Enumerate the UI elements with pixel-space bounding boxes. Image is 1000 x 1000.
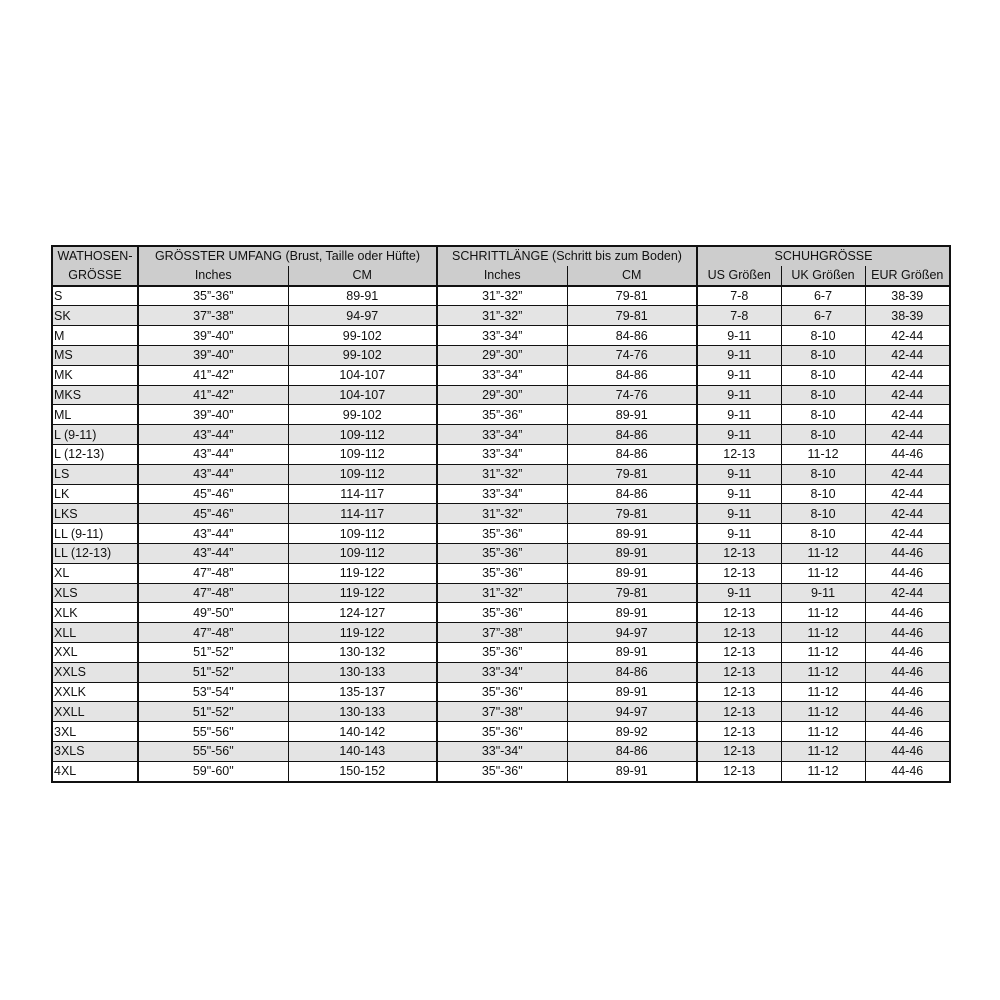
size-cell: XXLK (52, 682, 138, 702)
inseam-inches-cell: 33"-34" (437, 741, 567, 761)
inseam-inches-cell: 33"-34" (437, 662, 567, 682)
uk-size-cell: 11-12 (781, 662, 865, 682)
girth-cm-cell: 104-107 (288, 385, 437, 405)
uk-size-cell: 8-10 (781, 345, 865, 365)
girth-cm-cell: 99-102 (288, 345, 437, 365)
inseam-cm-cell: 84-86 (567, 662, 697, 682)
table-row (52, 365, 950, 385)
girth-cm-cell: 130-133 (288, 702, 437, 722)
inseam-cm-cell: 84-86 (567, 326, 697, 346)
girth-cm-cell: 109-112 (288, 464, 437, 484)
size-cell: XXL (52, 642, 138, 662)
us-size-cell: 12-13 (697, 623, 781, 643)
table-row (52, 306, 950, 326)
uk-size-cell: 8-10 (781, 365, 865, 385)
inseam-cm-cell: 94-97 (567, 623, 697, 643)
inseam-cm-cell: 79-81 (567, 504, 697, 524)
girth-cm-cell: 99-102 (288, 326, 437, 346)
table-row (52, 425, 950, 445)
inseam-cm-cell: 89-91 (567, 761, 697, 781)
eur-size-cell: 42-44 (865, 385, 950, 405)
girth-cm-cell: 114-117 (288, 484, 437, 504)
girth-cm-cell: 124-127 (288, 603, 437, 623)
girth-cm-cell: 119-122 (288, 563, 437, 583)
header-girth: GRÖSSTER UMFANG (Brust, Taille oder Hüfte) (138, 246, 437, 266)
girth-cm-cell: 109-112 (288, 444, 437, 464)
inseam-cm-cell: 74-76 (567, 345, 697, 365)
inseam-cm-cell: 89-91 (567, 603, 697, 623)
girth-cm-cell: 130-133 (288, 662, 437, 682)
size-cell: 4XL (52, 761, 138, 781)
table-row (52, 464, 950, 484)
us-size-cell: 12-13 (697, 741, 781, 761)
girth-cm-cell: 99-102 (288, 405, 437, 425)
eur-size-cell: 44-46 (865, 722, 950, 742)
us-size-cell: 9-11 (697, 504, 781, 524)
inseam-inches-cell: 37"-38" (437, 702, 567, 722)
girth-cm-cell: 109-112 (288, 425, 437, 445)
table-row (52, 603, 950, 623)
girth-inches-cell: 47”-48” (138, 563, 288, 583)
us-size-cell: 12-13 (697, 603, 781, 623)
inseam-inches-cell: 33”-34” (437, 326, 567, 346)
us-size-cell: 7-8 (697, 286, 781, 306)
header-girth-cm: CM (288, 266, 437, 286)
us-size-cell: 7-8 (697, 306, 781, 326)
size-cell: 3XL (52, 722, 138, 742)
inseam-inches-cell: 31”-32” (437, 306, 567, 326)
header-girth-inches: Inches (138, 266, 288, 286)
us-size-cell: 9-11 (697, 326, 781, 346)
uk-size-cell: 8-10 (781, 326, 865, 346)
uk-size-cell: 11-12 (781, 642, 865, 662)
uk-size-cell: 11-12 (781, 444, 865, 464)
inseam-inches-cell: 29”-30” (437, 345, 567, 365)
table-row (52, 345, 950, 365)
girth-cm-cell: 89-91 (288, 286, 437, 306)
eur-size-cell: 42-44 (865, 484, 950, 504)
table-row (52, 623, 950, 643)
size-cell: LL (12-13) (52, 543, 138, 563)
inseam-inches-cell: 31”-32” (437, 583, 567, 603)
girth-inches-cell: 43”-44” (138, 425, 288, 445)
size-cell: S (52, 286, 138, 306)
inseam-inches-cell: 35”-36” (437, 563, 567, 583)
uk-size-cell: 8-10 (781, 524, 865, 544)
inseam-inches-cell: 29”-30” (437, 385, 567, 405)
uk-size-cell: 11-12 (781, 761, 865, 781)
header-inseam-inches: Inches (437, 266, 567, 286)
inseam-inches-cell: 33”-34” (437, 365, 567, 385)
table-row (52, 563, 950, 583)
eur-size-cell: 44-46 (865, 761, 950, 781)
girth-inches-cell: 43”-44” (138, 464, 288, 484)
girth-inches-cell: 47”-48” (138, 583, 288, 603)
eur-size-cell: 42-44 (865, 345, 950, 365)
inseam-cm-cell: 89-91 (567, 642, 697, 662)
header-us-size: US Größen (697, 266, 781, 286)
table-row (52, 385, 950, 405)
inseam-inches-cell: 31”-32” (437, 286, 567, 306)
eur-size-cell: 44-46 (865, 702, 950, 722)
uk-size-cell: 11-12 (781, 702, 865, 722)
table-row (52, 662, 950, 682)
inseam-cm-cell: 79-81 (567, 464, 697, 484)
us-size-cell: 12-13 (697, 642, 781, 662)
eur-size-cell: 44-46 (865, 741, 950, 761)
table-row (52, 326, 950, 346)
table-row (52, 405, 950, 425)
table-row (52, 642, 950, 662)
girth-inches-cell: 55"-56" (138, 722, 288, 742)
inseam-cm-cell: 89-92 (567, 722, 697, 742)
eur-size-cell: 44-46 (865, 662, 950, 682)
header-shoe-size: SCHUHGRÖSSE (697, 246, 950, 266)
inseam-cm-cell: 84-86 (567, 365, 697, 385)
us-size-cell: 12-13 (697, 662, 781, 682)
inseam-inches-cell: 35”-36” (437, 524, 567, 544)
us-size-cell: 12-13 (697, 702, 781, 722)
uk-size-cell: 11-12 (781, 563, 865, 583)
girth-inches-cell: 47”-48” (138, 623, 288, 643)
inseam-inches-cell: 35"-36" (437, 682, 567, 702)
girth-cm-cell: 119-122 (288, 623, 437, 643)
us-size-cell: 9-11 (697, 405, 781, 425)
inseam-cm-cell: 89-91 (567, 682, 697, 702)
inseam-cm-cell: 89-91 (567, 524, 697, 544)
girth-cm-cell: 114-117 (288, 504, 437, 524)
uk-size-cell: 6-7 (781, 286, 865, 306)
uk-size-cell: 8-10 (781, 504, 865, 524)
header-eur-size: EUR Größen (865, 266, 950, 286)
girth-inches-cell: 39”-40” (138, 345, 288, 365)
size-cell: SK (52, 306, 138, 326)
inseam-inches-cell: 35”-36” (437, 603, 567, 623)
inseam-inches-cell: 33”-34” (437, 444, 567, 464)
table-row (52, 524, 950, 544)
header-inseam: SCHRITTLÄNGE (Schritt bis zum Boden) (437, 246, 697, 266)
girth-cm-cell: 109-112 (288, 543, 437, 563)
girth-inches-cell: 41”-42” (138, 365, 288, 385)
uk-size-cell: 11-12 (781, 603, 865, 623)
us-size-cell: 9-11 (697, 385, 781, 405)
us-size-cell: 9-11 (697, 484, 781, 504)
size-chart (51, 245, 949, 783)
size-cell: LS (52, 464, 138, 484)
eur-size-cell: 42-44 (865, 425, 950, 445)
uk-size-cell: 9-11 (781, 583, 865, 603)
table-row (52, 286, 950, 306)
eur-size-cell: 42-44 (865, 504, 950, 524)
uk-size-cell: 11-12 (781, 623, 865, 643)
size-chart-table (51, 245, 951, 783)
size-cell: L (12-13) (52, 444, 138, 464)
inseam-cm-cell: 89-91 (567, 405, 697, 425)
girth-inches-cell: 53"-54" (138, 682, 288, 702)
size-cell: LL (9-11) (52, 524, 138, 544)
size-cell: MKS (52, 385, 138, 405)
table-header (52, 246, 950, 286)
eur-size-cell: 42-44 (865, 524, 950, 544)
header-size-line2: GRÖSSE (52, 266, 138, 286)
uk-size-cell: 8-10 (781, 385, 865, 405)
girth-inches-cell: 51"-52" (138, 662, 288, 682)
girth-inches-cell: 55"-56" (138, 741, 288, 761)
eur-size-cell: 42-44 (865, 326, 950, 346)
eur-size-cell: 44-46 (865, 682, 950, 702)
inseam-inches-cell: 35”-36” (437, 642, 567, 662)
inseam-inches-cell: 33”-34” (437, 484, 567, 504)
girth-inches-cell: 51"-52" (138, 702, 288, 722)
header-uk-size: UK Größen (781, 266, 865, 286)
size-cell: XLL (52, 623, 138, 643)
uk-size-cell: 6-7 (781, 306, 865, 326)
girth-inches-cell: 43”-44” (138, 543, 288, 563)
table-row (52, 444, 950, 464)
inseam-inches-cell: 35"-36" (437, 761, 567, 781)
inseam-cm-cell: 79-81 (567, 583, 697, 603)
table-row (52, 484, 950, 504)
girth-inches-cell: 39”-40” (138, 326, 288, 346)
inseam-cm-cell: 79-81 (567, 306, 697, 326)
inseam-cm-cell: 79-81 (567, 286, 697, 306)
inseam-inches-cell: 35”-36” (437, 405, 567, 425)
eur-size-cell: 42-44 (865, 365, 950, 385)
inseam-inches-cell: 37”-38” (437, 623, 567, 643)
uk-size-cell: 8-10 (781, 425, 865, 445)
table-row (52, 761, 950, 781)
size-cell: ML (52, 405, 138, 425)
us-size-cell: 12-13 (697, 563, 781, 583)
header-size-line1: WATHOSEN- (52, 246, 138, 266)
size-cell: MK (52, 365, 138, 385)
us-size-cell: 9-11 (697, 365, 781, 385)
inseam-cm-cell: 84-86 (567, 444, 697, 464)
girth-cm-cell: 140-142 (288, 722, 437, 742)
girth-inches-cell: 43”-44” (138, 444, 288, 464)
table-row (52, 741, 950, 761)
girth-inches-cell: 37”-38” (138, 306, 288, 326)
eur-size-cell: 44-46 (865, 563, 950, 583)
size-cell: LKS (52, 504, 138, 524)
table-row (52, 682, 950, 702)
girth-inches-cell: 49”-50” (138, 603, 288, 623)
size-cell: XL (52, 563, 138, 583)
girth-cm-cell: 140-143 (288, 741, 437, 761)
us-size-cell: 12-13 (697, 761, 781, 781)
inseam-cm-cell: 84-86 (567, 425, 697, 445)
inseam-inches-cell: 35"-36" (437, 722, 567, 742)
girth-inches-cell: 45”-46” (138, 484, 288, 504)
girth-inches-cell: 43”-44” (138, 524, 288, 544)
eur-size-cell: 44-46 (865, 642, 950, 662)
uk-size-cell: 8-10 (781, 464, 865, 484)
eur-size-cell: 44-46 (865, 543, 950, 563)
eur-size-cell: 44-46 (865, 623, 950, 643)
girth-inches-cell: 35”-36” (138, 286, 288, 306)
size-cell: L (9-11) (52, 425, 138, 445)
inseam-cm-cell: 84-86 (567, 741, 697, 761)
size-cell: M (52, 326, 138, 346)
table-row (52, 504, 950, 524)
inseam-inches-cell: 31”-32” (437, 504, 567, 524)
inseam-inches-cell: 31”-32” (437, 464, 567, 484)
girth-inches-cell: 39”-40” (138, 405, 288, 425)
girth-cm-cell: 150-152 (288, 761, 437, 781)
us-size-cell: 12-13 (697, 722, 781, 742)
uk-size-cell: 11-12 (781, 543, 865, 563)
inseam-cm-cell: 94-97 (567, 702, 697, 722)
table-row (52, 583, 950, 603)
us-size-cell: 9-11 (697, 583, 781, 603)
us-size-cell: 12-13 (697, 543, 781, 563)
table-row (52, 702, 950, 722)
girth-inches-cell: 45”-46” (138, 504, 288, 524)
us-size-cell: 9-11 (697, 345, 781, 365)
girth-cm-cell: 135-137 (288, 682, 437, 702)
inseam-inches-cell: 33”-34” (437, 425, 567, 445)
size-cell: XXLL (52, 702, 138, 722)
header-inseam-cm: CM (567, 266, 697, 286)
inseam-cm-cell: 89-91 (567, 543, 697, 563)
girth-inches-cell: 59"-60" (138, 761, 288, 781)
uk-size-cell: 11-12 (781, 682, 865, 702)
eur-size-cell: 38-39 (865, 286, 950, 306)
girth-cm-cell: 109-112 (288, 524, 437, 544)
us-size-cell: 9-11 (697, 464, 781, 484)
uk-size-cell: 11-12 (781, 722, 865, 742)
inseam-cm-cell: 89-91 (567, 563, 697, 583)
size-cell: XLS (52, 583, 138, 603)
table-row (52, 543, 950, 563)
eur-size-cell: 44-46 (865, 603, 950, 623)
girth-cm-cell: 119-122 (288, 583, 437, 603)
us-size-cell: 9-11 (697, 425, 781, 445)
eur-size-cell: 42-44 (865, 464, 950, 484)
eur-size-cell: 42-44 (865, 405, 950, 425)
us-size-cell: 9-11 (697, 524, 781, 544)
size-cell: LK (52, 484, 138, 504)
eur-size-cell: 42-44 (865, 583, 950, 603)
uk-size-cell: 8-10 (781, 405, 865, 425)
eur-size-cell: 38-39 (865, 306, 950, 326)
girth-inches-cell: 51”-52” (138, 642, 288, 662)
uk-size-cell: 11-12 (781, 741, 865, 761)
us-size-cell: 12-13 (697, 444, 781, 464)
table-body (52, 286, 950, 782)
girth-cm-cell: 130-132 (288, 642, 437, 662)
inseam-cm-cell: 84-86 (567, 484, 697, 504)
size-cell: MS (52, 345, 138, 365)
uk-size-cell: 8-10 (781, 484, 865, 504)
size-cell: XLK (52, 603, 138, 623)
size-cell: 3XLS (52, 741, 138, 761)
inseam-inches-cell: 35”-36” (437, 543, 567, 563)
girth-inches-cell: 41”-42” (138, 385, 288, 405)
size-cell: XXLS (52, 662, 138, 682)
eur-size-cell: 44-46 (865, 444, 950, 464)
girth-cm-cell: 104-107 (288, 365, 437, 385)
us-size-cell: 12-13 (697, 682, 781, 702)
table-row (52, 722, 950, 742)
inseam-cm-cell: 74-76 (567, 385, 697, 405)
girth-cm-cell: 94-97 (288, 306, 437, 326)
